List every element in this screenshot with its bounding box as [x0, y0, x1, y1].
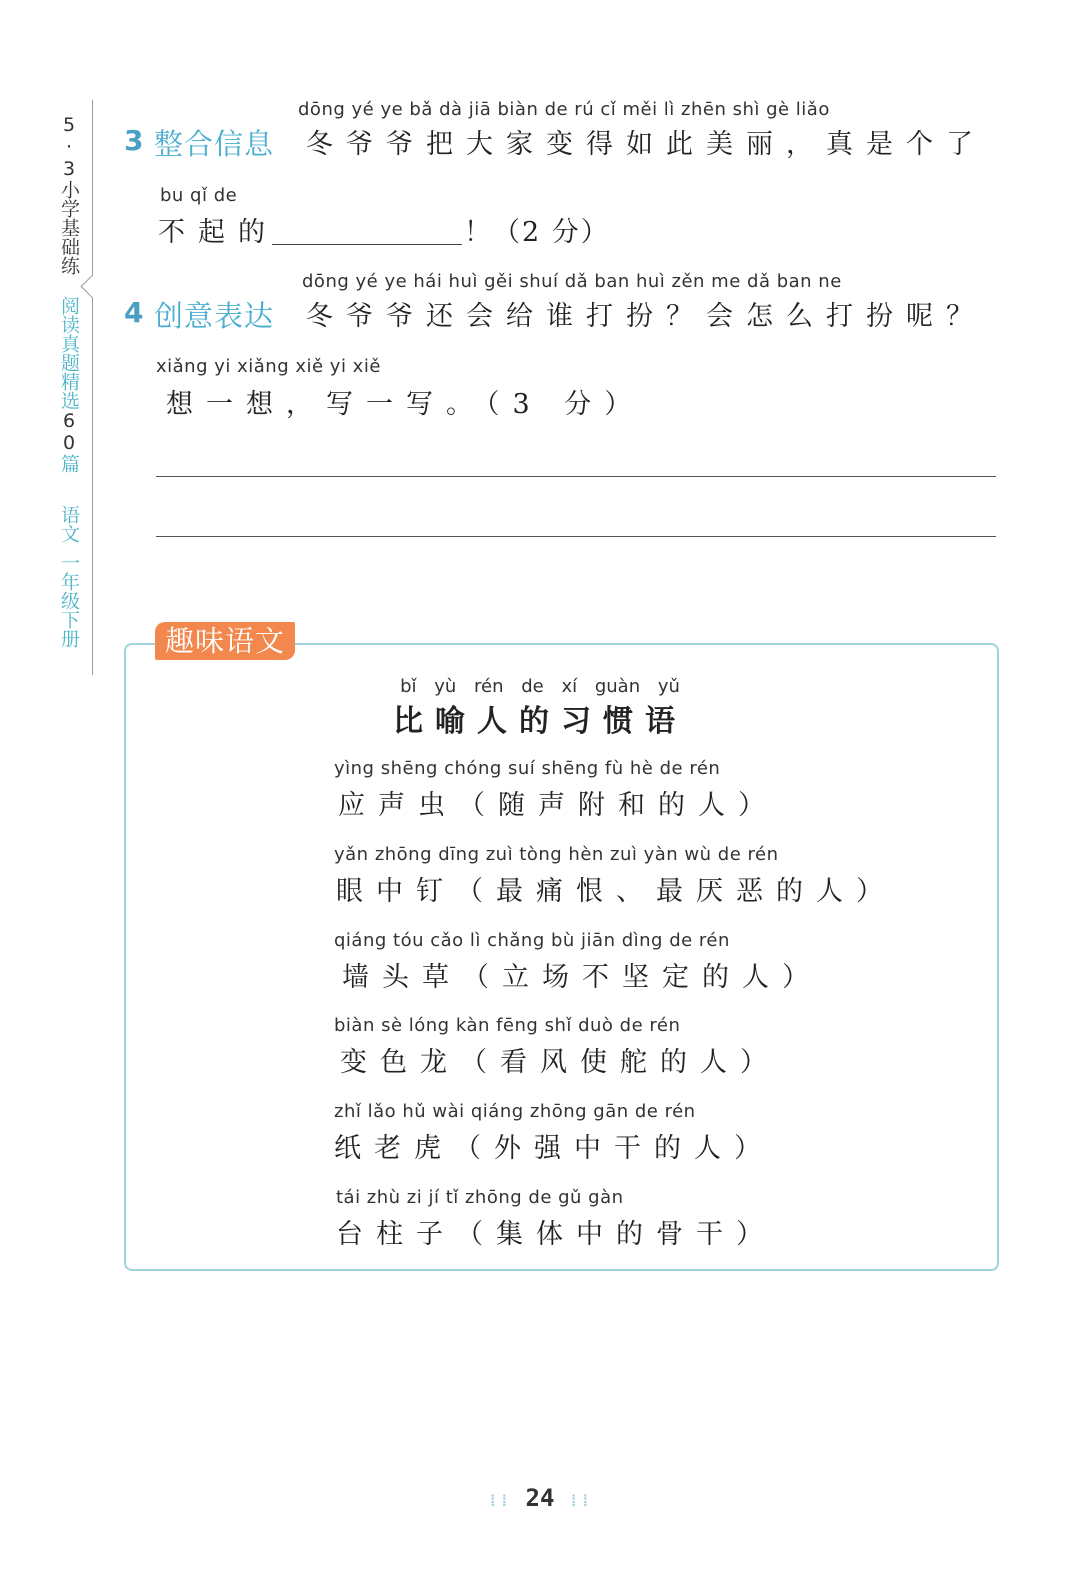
q4-label: 创意表达: [154, 299, 275, 333]
idiom-5-pinyin: zhǐ lǎo hǔ wài qiáng zhōng gān de rén: [334, 1101, 696, 1122]
page-number-value: 24: [525, 1484, 555, 1512]
spine-series: [54, 296, 84, 648]
q3-line2-text: 不起的: [158, 217, 278, 248]
idiom-2-text: 眼中钉（最痛恨、最厌恶的人）: [336, 876, 896, 907]
q4-line1-pinyin: dōng yé ye hái huì gěi shuí dǎ ban huì zěn me dǎ ban ne: [302, 271, 842, 292]
q3-number: 3: [124, 124, 144, 157]
q4-line2-text: 想一想，写一写。（3 分）: [166, 389, 645, 420]
idiom-1-text: 应声虫（随声附和的人）: [338, 790, 778, 821]
page-number: [0, 1484, 1080, 1512]
spine-series-text: [54, 296, 84, 648]
idiom-6-pinyin: tái zhù zi jí tǐ zhōng de gǔ gàn: [336, 1187, 624, 1208]
page-number-right-ornament: ⁞⁞: [568, 1491, 593, 1510]
spine-series-part2: 篇: [58, 454, 80, 473]
spine-grade: 一年级下册: [58, 553, 80, 648]
q3-answer-blank[interactable]: [272, 244, 462, 245]
q4-line1-text: 冬爷爷还会给谁打扮？会怎么打扮呢？: [306, 301, 986, 332]
q3-line1-pinyin: dōng yé ye bǎ dà jiā biàn de rú cǐ měi lì zhēn shì gè liǎo: [298, 99, 830, 120]
idiom-4-text: 变色龙（看风使舵的人）: [340, 1047, 780, 1078]
q3-label: 整合信息: [154, 127, 275, 161]
fun-section-tag: 趣味语文: [155, 622, 295, 660]
idiom-4-pinyin: biàn sè lóng kàn fēng shǐ duò de rén: [334, 1015, 681, 1036]
q3-line1-text: 冬爷爷把大家变得如此美丽，真是个了: [306, 129, 986, 160]
idiom-2-pinyin: yǎn zhōng dīng zuì tòng hèn zuì yàn wù de rén: [334, 844, 779, 865]
spine-brand: [54, 114, 84, 275]
fun-title-pinyin: bǐ yù rén de xí guàn yǔ: [400, 676, 680, 697]
q4-answer-line-2[interactable]: [156, 536, 996, 537]
q4-line2-pinyin: xiǎng yi xiǎng xiě yi xiě: [156, 356, 381, 377]
idiom-5-text: 纸老虎（外强中干的人）: [334, 1133, 774, 1164]
spine-series-num: 60: [58, 410, 80, 454]
idiom-6-text: 台柱子（集体中的骨干）: [336, 1219, 776, 1250]
page-number-left-ornament: ⁞⁞: [487, 1491, 512, 1510]
fun-title: 比喻人的习惯语: [393, 704, 687, 739]
spine-brand-text: 5·3小学基础练: [58, 114, 80, 275]
spine-series-part1: 阅读真题精选: [58, 296, 80, 410]
idiom-3-text: 墙头草（立场不坚定的人）: [342, 962, 822, 993]
q3-line2-end: ！（2 分）: [464, 217, 610, 248]
spine-divider: [92, 100, 103, 675]
q4-answer-line-1[interactable]: [156, 476, 996, 477]
idiom-1-pinyin: yìng shēng chóng suí shēng fù hè de rén: [334, 758, 721, 779]
spine-subject: 语文: [58, 505, 80, 543]
idiom-3-pinyin: qiáng tóu cǎo lì chǎng bù jiān dìng de rén: [334, 930, 730, 951]
q3-line2-pinyin: bu qǐ de: [160, 185, 238, 206]
q4-number: 4: [124, 296, 144, 329]
